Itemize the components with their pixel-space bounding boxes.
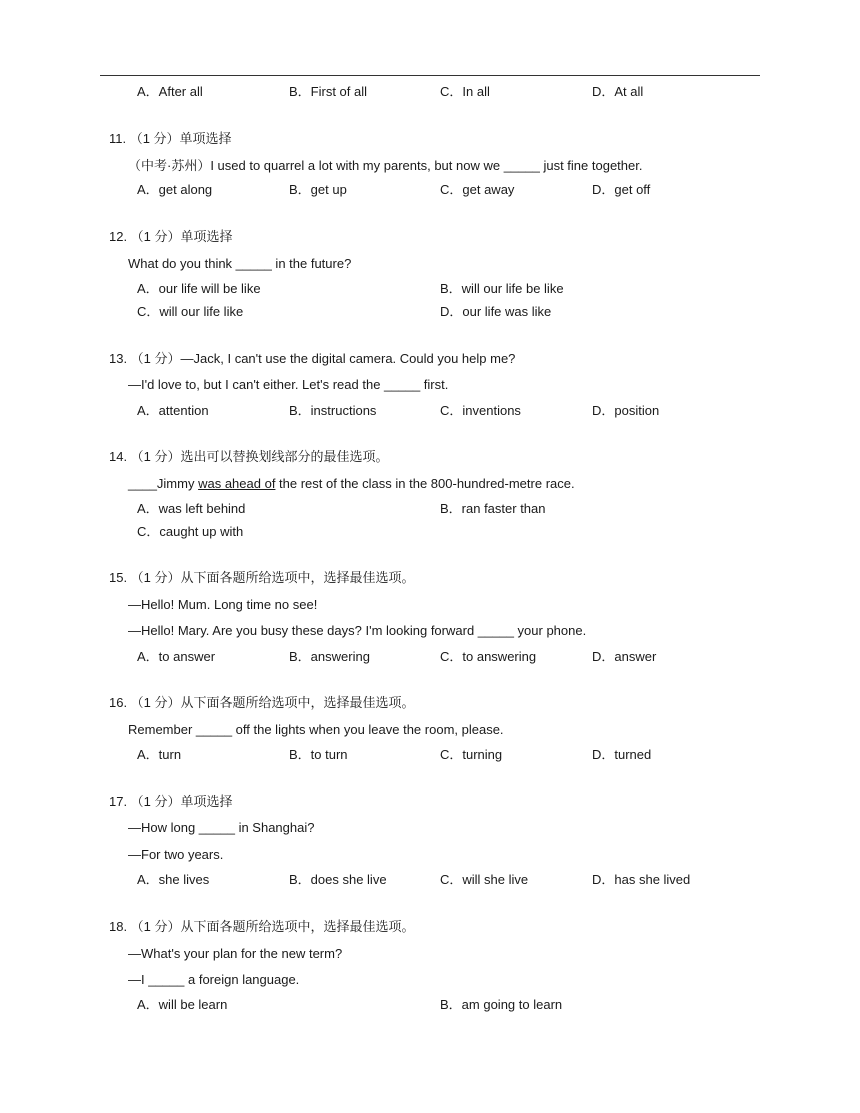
q17-option-b[interactable]: B．does she live — [289, 872, 387, 887]
q13-option-d[interactable]: D．position — [592, 403, 660, 418]
q14-option-a[interactable]: A．was left behind — [137, 501, 246, 516]
q11-option-c[interactable]: C．get away — [440, 182, 515, 197]
q16-option-b[interactable]: B．to turn — [289, 747, 348, 762]
q11-stem: （中考·苏州）I used to quarrel a lot with my parents, but now we _____ just fine together. — [128, 158, 643, 173]
q14-subject: Jimmy — [156, 476, 199, 491]
q14-stem — [128, 475, 575, 493]
q15-option-c[interactable]: C．to answering — [440, 649, 537, 664]
q15-option-a[interactable]: A．to answer — [137, 649, 216, 664]
q13-option-b[interactable]: B．instructions — [289, 403, 377, 418]
q10-option-c[interactable]: C．In all — [440, 84, 490, 99]
q14-header: 14. （1 分）选出可以替换划线部分的最佳选项。 — [109, 449, 389, 464]
q16-option-a[interactable]: A．turn — [137, 747, 182, 762]
q18-option-b[interactable]: B．am going to learn — [440, 997, 563, 1012]
q12-option-b[interactable]: B．will our life be like — [440, 281, 564, 296]
q17-header: 17. （1 分）单项选择 — [109, 794, 233, 809]
q13-stem: —I'd love to, but I can't either. Let's read the _____ first. — [128, 377, 449, 392]
q17-line-2: —For two years. — [128, 847, 224, 862]
q10-option-a[interactable]: A．After all — [137, 84, 203, 99]
q18-option-a[interactable]: A．will be learn — [137, 997, 228, 1012]
q17-line-1: —How long _____ in Shanghai? — [128, 820, 315, 835]
q18-line-1: —What's your plan for the new term? — [128, 946, 343, 961]
q16-header: 16. （1 分）从下面各题所给选项中，选择最佳选项。 — [109, 695, 415, 710]
q12-header: 12. （1 分）单项选择 — [109, 229, 233, 244]
q15-line-1: —Hello! Mum. Long time no see! — [128, 597, 318, 612]
q15-option-d[interactable]: D．answer — [592, 649, 657, 664]
q16-option-c[interactable]: C．turning — [440, 747, 503, 762]
q11-option-d[interactable]: D．get off — [592, 182, 651, 197]
q14-option-b[interactable]: B．ran faster than — [440, 501, 546, 516]
q18-line-2: —I _____ a foreign language. — [128, 972, 300, 987]
q14-blank: ____ — [128, 476, 157, 491]
q15-header: 15. （1 分）从下面各题所给选项中，选择最佳选项。 — [109, 570, 415, 585]
q11-option-a[interactable]: A．get along — [137, 182, 213, 197]
top-rule — [100, 75, 760, 76]
q17-option-a[interactable]: A．she lives — [137, 872, 210, 887]
q16-stem: Remember _____ off the lights when you leave the room, please. — [128, 722, 504, 737]
q15-option-b[interactable]: B．answering — [289, 649, 370, 664]
q10-option-b[interactable]: B．First of all — [289, 84, 368, 99]
q14-underlined-phrase: was ahead of — [198, 476, 276, 491]
q11-header: 11. （1 分）单项选择 — [109, 131, 232, 146]
q18-header: 18. （1 分）从下面各题所给选项中，选择最佳选项。 — [109, 919, 415, 934]
q17-option-d[interactable]: D．has she lived — [592, 872, 691, 887]
q12-option-d[interactable]: D．our life was like — [440, 304, 552, 319]
q17-option-c[interactable]: C．will she live — [440, 872, 529, 887]
q12-stem: What do you think _____ in the future? — [128, 256, 352, 271]
q12-option-a[interactable]: A．our life will be like — [137, 281, 261, 296]
q14-rest: the rest of the class in the 800-hundred-metre race. — [275, 476, 575, 491]
q16-option-d[interactable]: D．turned — [592, 747, 652, 762]
q10-option-d[interactable]: D．At all — [592, 84, 644, 99]
q12-option-c[interactable]: C．will our life like — [137, 304, 244, 319]
q13-header: 13. （1 分）—Jack, I can't use the digital camera. Could you help me? — [109, 351, 516, 366]
q11-option-b[interactable]: B．get up — [289, 182, 347, 197]
q14-option-c[interactable]: C．caught up with — [137, 524, 244, 539]
q15-line-2: —Hello! Mary. Are you busy these days? I'm looking forward _____ your phone. — [128, 623, 587, 638]
q13-option-a[interactable]: A．attention — [137, 403, 209, 418]
q13-option-c[interactable]: C．inventions — [440, 403, 521, 418]
